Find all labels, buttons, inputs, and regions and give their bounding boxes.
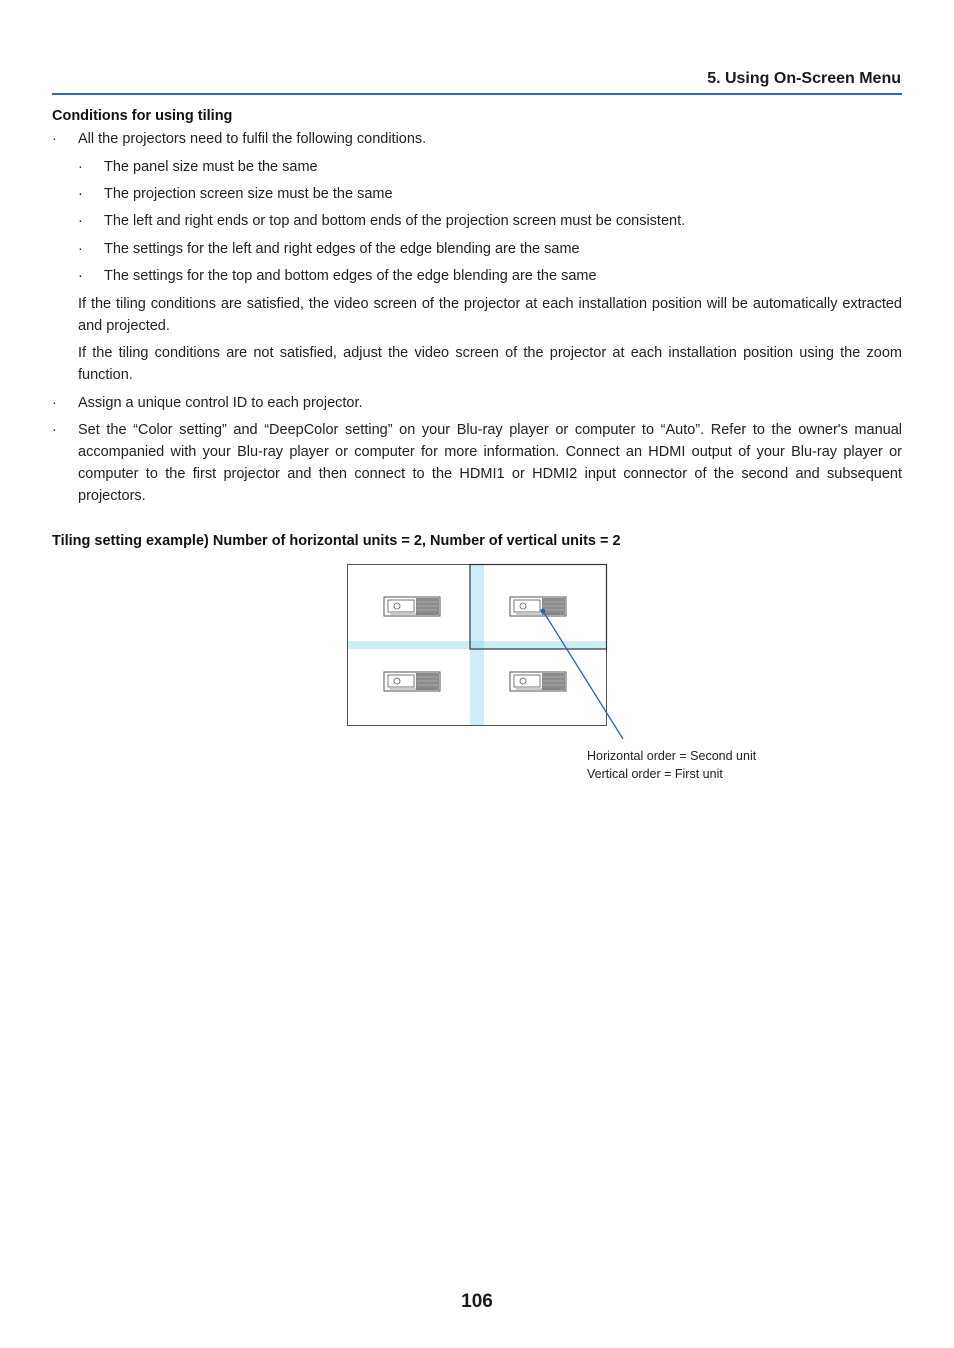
page-number: 106 xyxy=(461,1291,493,1312)
bullet-glyph: · xyxy=(78,241,83,257)
projector-icon xyxy=(510,672,566,691)
callout-horizontal-order: Horizontal order = Second unit xyxy=(587,749,757,763)
condition-item: The settings for the left and right edges of the edge blending are the same xyxy=(104,241,580,257)
condition-item: The settings for the top and bottom edges of the edge blending are the same xyxy=(104,268,597,284)
bullet-glyph: · xyxy=(78,268,83,284)
tiling-example-heading: Tiling setting example) Number of horizontal units = 2, Number of vertical units = 2 xyxy=(52,533,621,549)
note-conditions-satisfied: If the tiling conditions are satisfied, the video screen of the projector at each installation position will be automatically extracted and projected. xyxy=(78,296,902,334)
blend-overlap xyxy=(470,641,484,649)
note-conditions-not-satisfied: If the tiling conditions are not satisfied, adjust the video screen of the projector at each installation position using the zoom function. xyxy=(78,345,902,383)
condition-item: The panel size must be the same xyxy=(104,159,318,175)
callout-vertical-order: Vertical order = First unit xyxy=(587,767,723,781)
bullet-glyph: · xyxy=(78,213,83,229)
conditions-heading: Conditions for using tiling xyxy=(52,108,233,124)
callout-anchor-dot xyxy=(541,609,546,614)
projector-icon xyxy=(510,597,566,616)
running-header-title: 5. Using On-Screen Menu xyxy=(707,70,901,87)
bullet-color-setting: Set the “Color setting” and “DeepColor setting” on your Blu-ray player or computer to “Auto”. Refer to the owner's manual accompanied with your Blu-ray player or computer for more information. Connect an HDMI output of your Blu-ray player or computer to the first projector and then connect to the HDMI1 or HDMI2 input connector of the second and subsequent projectors. xyxy=(78,422,902,504)
bullet-control-id: Assign a unique control ID to each projector. xyxy=(78,395,363,411)
projector-icon xyxy=(384,672,440,691)
condition-item: The left and right ends or top and bottom ends of the projection screen must be consistent. xyxy=(104,213,686,229)
bullet-glyph: · xyxy=(52,395,57,411)
bullet-glyph: · xyxy=(52,131,57,147)
condition-item: The projection screen size must be the same xyxy=(104,186,393,202)
projector-icon xyxy=(384,597,440,616)
bullet-glyph: · xyxy=(78,186,83,202)
header-rule xyxy=(52,93,902,95)
bullet-glyph: · xyxy=(52,422,57,438)
bullet-glyph: · xyxy=(78,159,83,175)
conditions-intro: All the projectors need to fulfil the following conditions. xyxy=(78,131,427,147)
